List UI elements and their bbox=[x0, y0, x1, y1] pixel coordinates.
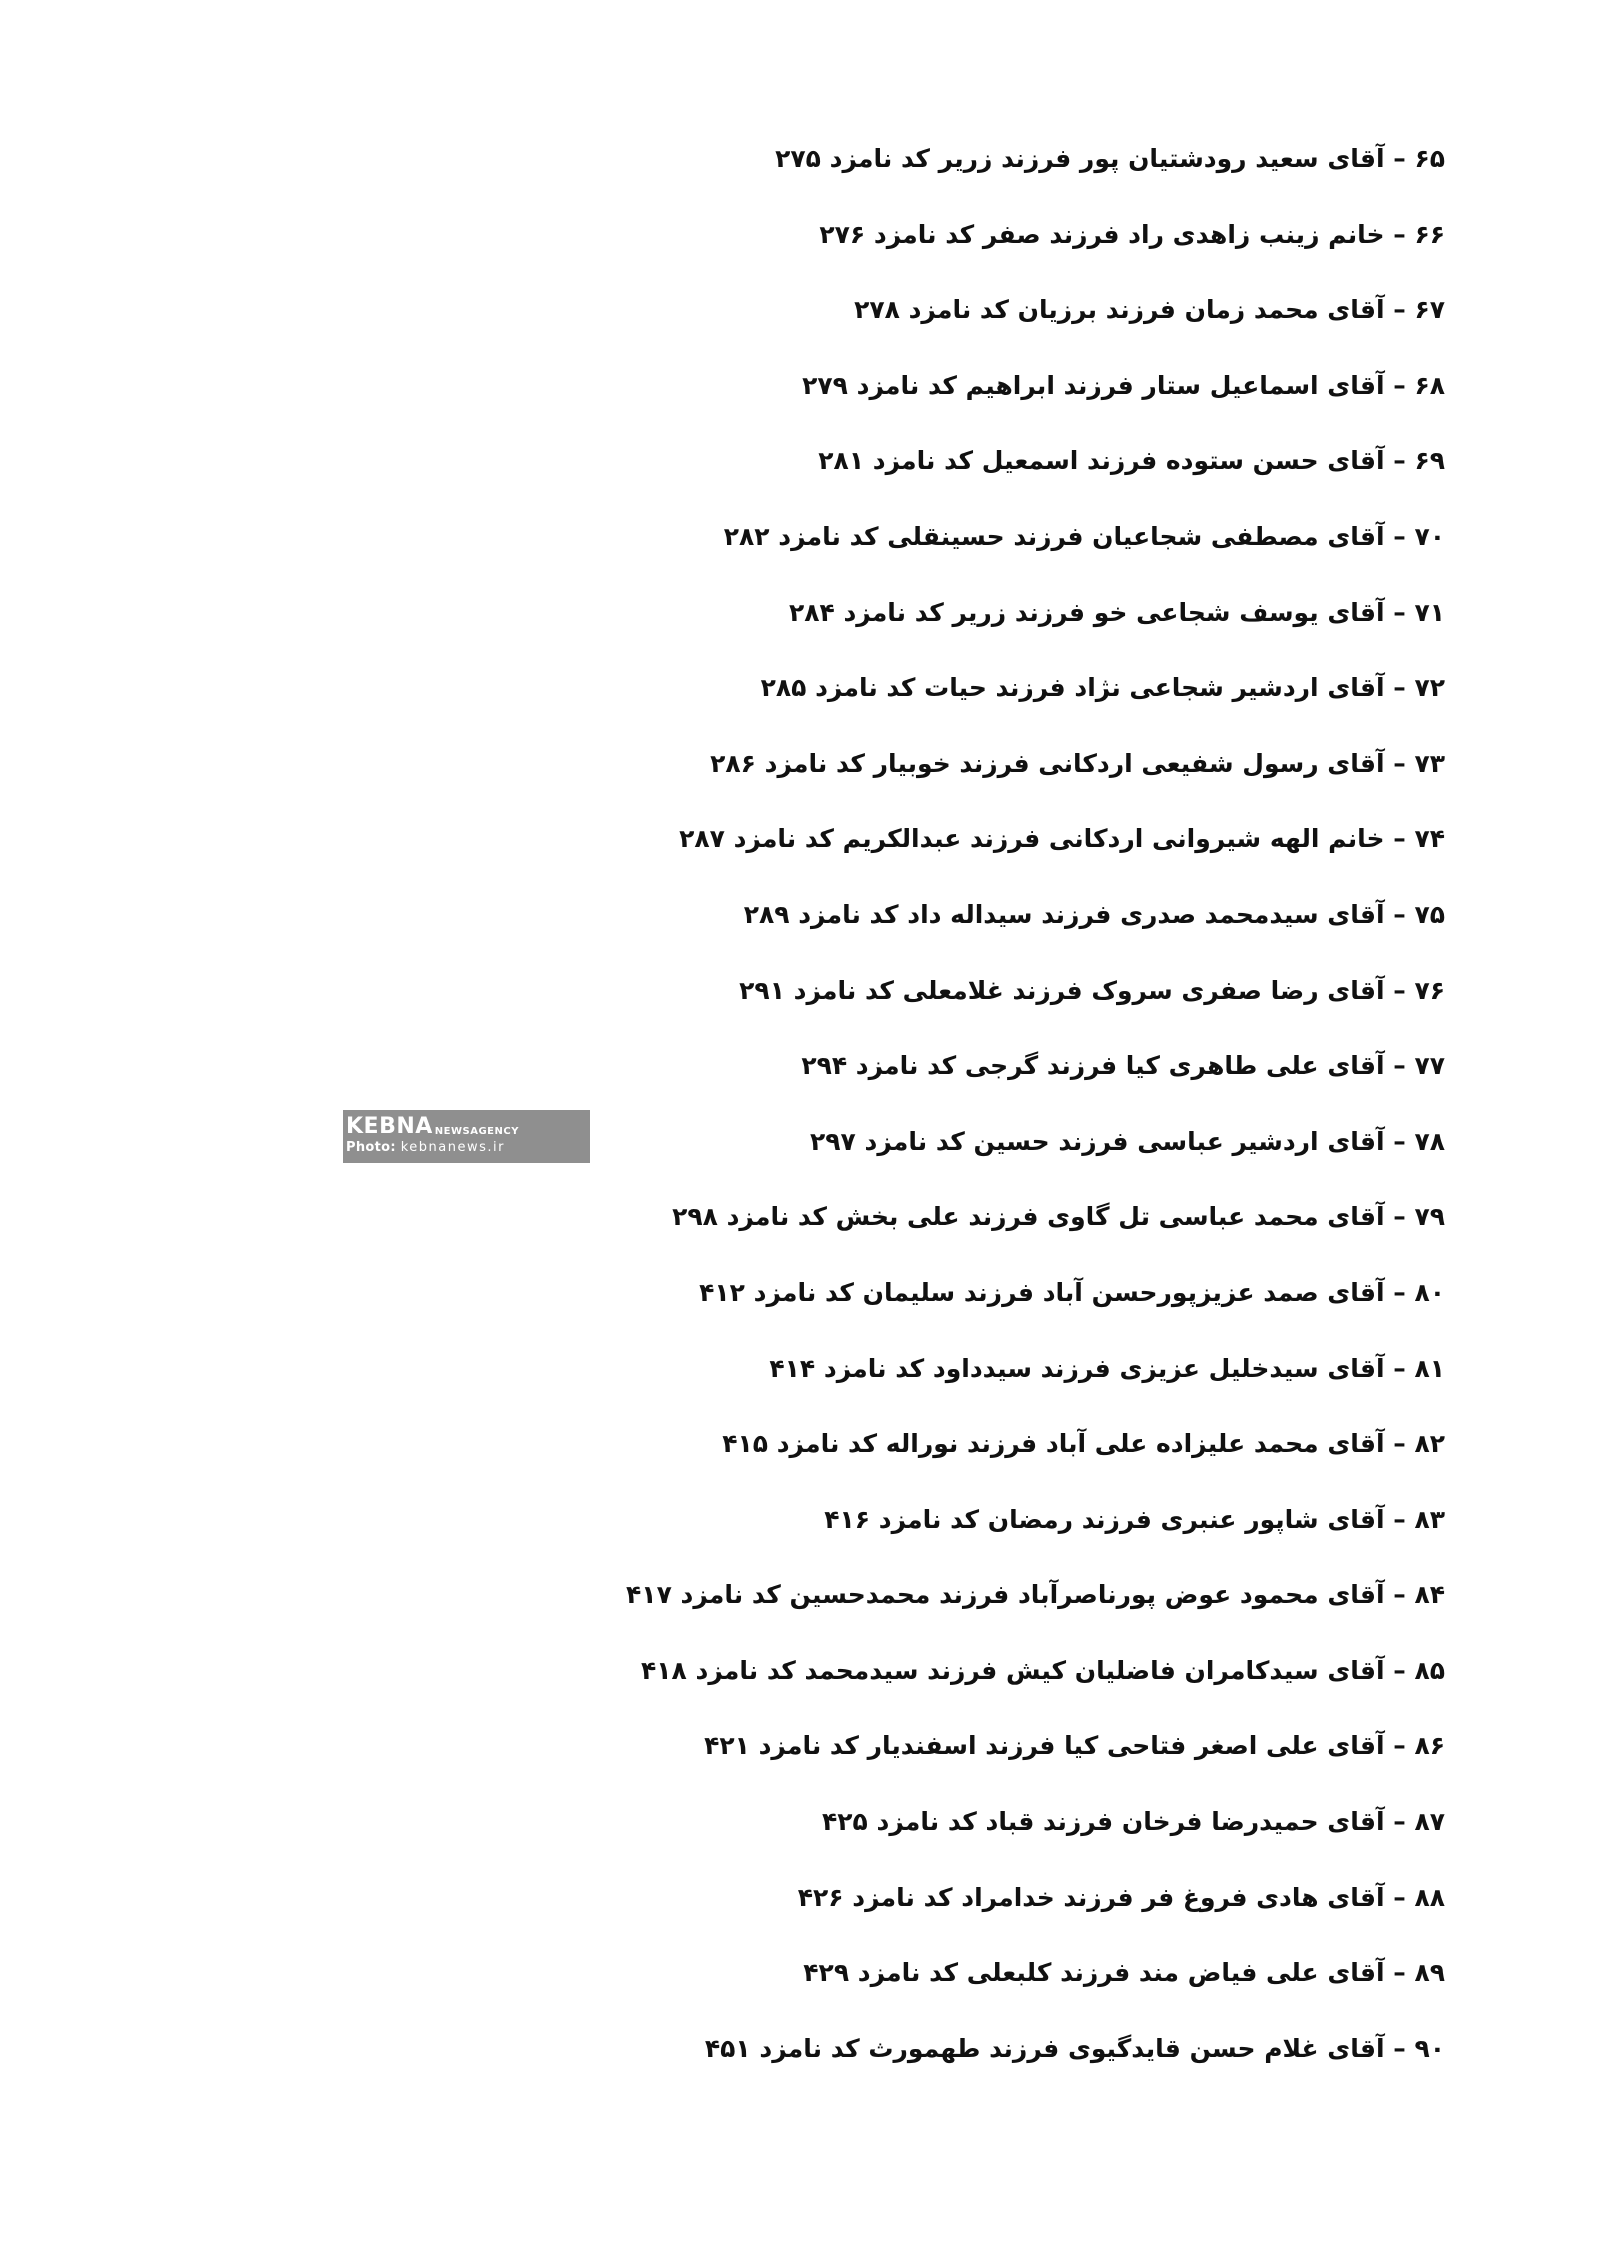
watermark-credit-url: kebnanews.ir bbox=[400, 1140, 505, 1155]
candidate-entry: ۹۰ – آقای غلام حسن قایدگیوی فرزند طهمورث کد نامزد ۴۵۱ bbox=[704, 2033, 1445, 2063]
candidate-entry: ۸۳ – آقای شاپور عنبری فرزند رمضان کد نامزد ۴۱۶ bbox=[824, 1504, 1445, 1534]
candidate-entry: ۶۹ – آقای حسن ستوده فرزند اسمعیل کد نامزد ۲۸۱ bbox=[818, 446, 1445, 476]
candidate-entry: ۶۶ – خانم زینب زاهدی راد فرزند صفر کد نامزد ۲۷۶ bbox=[819, 219, 1445, 249]
candidate-entry: ۸۷ – آقای حمیدرضا فرخان فرزند قباد کد نامزد ۴۲۵ bbox=[822, 1807, 1445, 1837]
candidate-entry: ۷۲ – آقای اردشیر شجاعی نژاد فرزند حیات کد نامزد ۲۸۵ bbox=[760, 673, 1445, 703]
candidate-entry: ۸۲ – آقای محمد علیزاده علی آباد فرزند نوراله کد نامزد ۴۱۵ bbox=[722, 1429, 1445, 1459]
candidate-entry: ۸۹ – آقای علی فیاض مند فرزند کلبعلی کد نامزد ۴۲۹ bbox=[803, 1958, 1445, 1988]
watermark-credit-label: Photo: bbox=[346, 1140, 396, 1155]
candidate-entry: ۷۵ – آقای سیدمحمد صدری فرزند سیداله داد کد نامزد ۲۸۹ bbox=[743, 899, 1445, 929]
candidate-entry: ۸۵ – آقای سیدکامران فاضلیان کیش فرزند سیدمحمد کد نامزد ۴۱۸ bbox=[641, 1655, 1445, 1685]
watermark-subtitle: NEWSAGENCY bbox=[434, 1126, 519, 1137]
candidate-entry: ۷۴ – خانم الهه شیروانی اردکانی فرزند عبدالکریم کد نامزد ۲۸۷ bbox=[679, 824, 1445, 854]
candidate-entry: ۶۷ – آقای محمد زمان فرزند برزیان کد نامزد ۲۷۸ bbox=[854, 295, 1445, 325]
candidate-entry: ۸۸ – آقای هادی فروغ فر فرزند خدامراد کد نامزد ۴۲۶ bbox=[797, 1882, 1445, 1912]
candidate-entry: ۷۱ – آقای یوسف شجاعی خو فرزند زریر کد نامزد ۲۸۴ bbox=[788, 597, 1445, 627]
candidate-entry: ۷۷ – آقای علی طاهری کیا فرزند گرجی کد نامزد ۲۹۴ bbox=[801, 1051, 1445, 1081]
candidate-entry: ۶۸ – آقای اسماعیل ستار فرزند ابراهیم کد نامزد ۲۷۹ bbox=[802, 370, 1445, 400]
candidate-entry: ۸۰ – آقای صمد عزیزپورحسن آباد فرزند سلیمان کد نامزد ۴۱۲ bbox=[699, 1277, 1445, 1307]
candidate-entry: ۷۰ – آقای مصطفی شجاعیان فرزند حسینقلی کد نامزد ۲۸۲ bbox=[723, 521, 1445, 551]
watermark-logo bbox=[346, 1114, 590, 1138]
candidate-entry: ۷۶ – آقای رضا صفری سروک فرزند غلامعلی کد نامزد ۲۹۱ bbox=[739, 975, 1445, 1005]
watermark-credit bbox=[346, 1140, 590, 1156]
candidate-entry: ۶۵ – آقای سعید رودشتیان پور فرزند زریر کد نامزد ۲۷۵ bbox=[775, 144, 1445, 173]
candidate-entry: ۸۴ – آقای محمود عوض پورناصرآباد فرزند محمدحسین کد نامزد ۴۱۷ bbox=[626, 1580, 1445, 1610]
candidate-entry: ۸۶ – آقای علی اصغر فتاحی کیا فرزند اسفندیار کد نامزد ۴۲۱ bbox=[704, 1731, 1445, 1761]
candidate-entry: ۸۱ – آقای سیدخلیل عزیزی فرزند سیدداود کد نامزد ۴۱۴ bbox=[769, 1353, 1445, 1383]
kebna-watermark bbox=[343, 1110, 590, 1163]
candidate-entry: ۷۸ – آقای اردشیر عباسی فرزند حسین کد نامزد ۲۹۷ bbox=[810, 1126, 1445, 1156]
candidate-entry: ۷۳ – آقای رسول شفیعی اردکانی فرزند خوبیار کد نامزد ۲۸۶ bbox=[710, 748, 1445, 778]
watermark-brand: KEBNA bbox=[346, 1114, 433, 1139]
candidate-list bbox=[545, 130, 1445, 2095]
candidate-entry: ۷۹ – آقای محمد عباسی تل گاوی فرزند علی بخش کد نامزد ۲۹۸ bbox=[672, 1202, 1445, 1232]
